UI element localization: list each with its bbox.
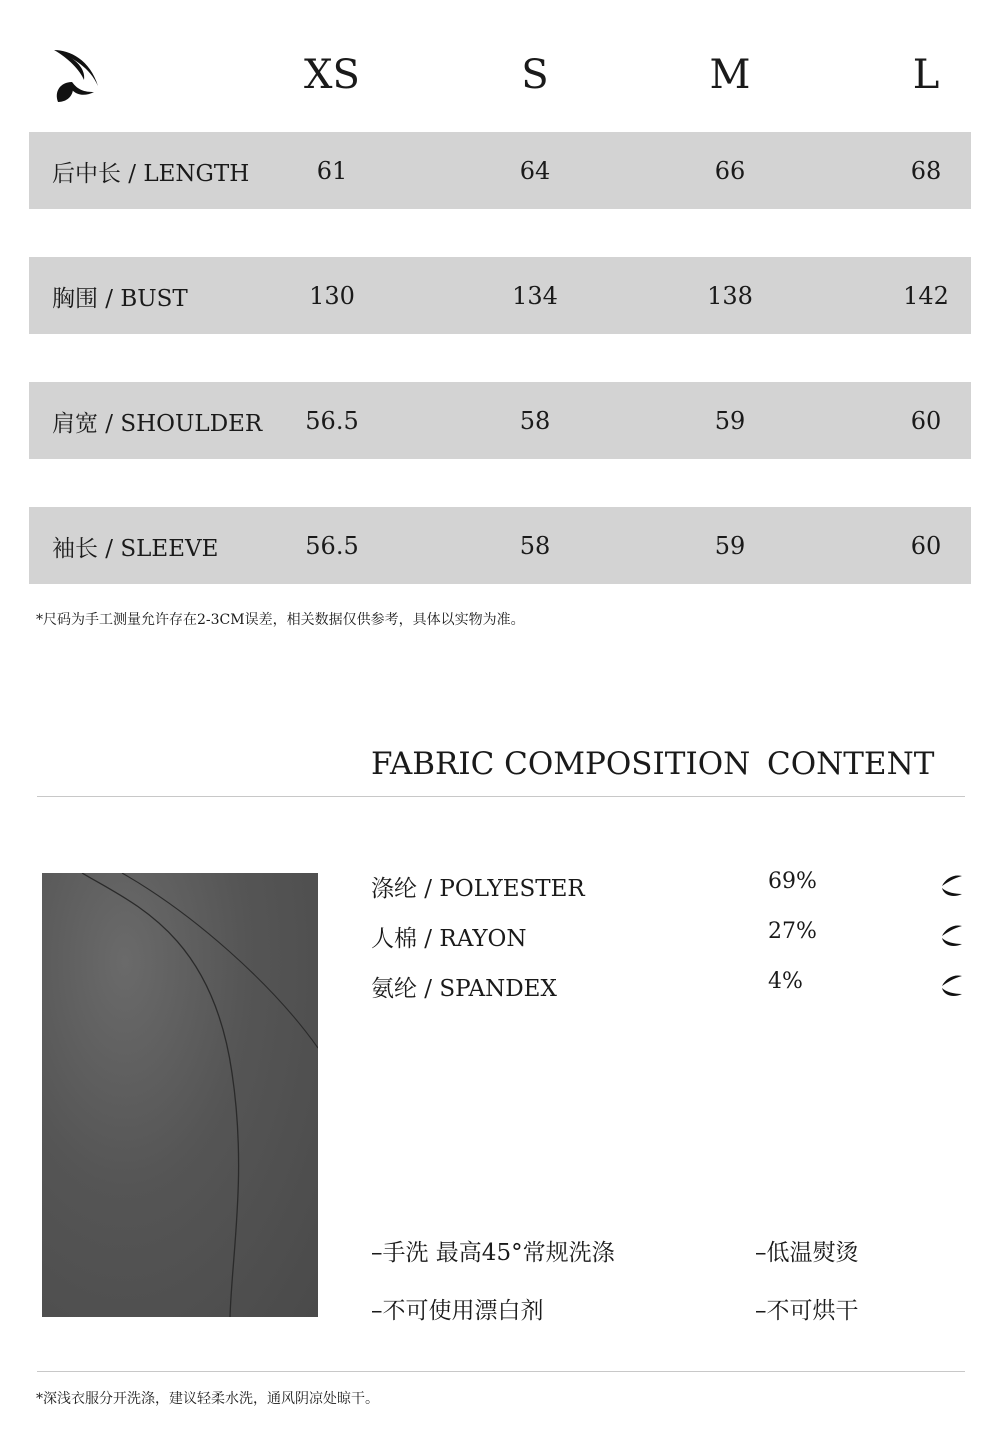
leaf-icon bbox=[938, 972, 966, 1000]
content-header: CONTENT bbox=[767, 746, 935, 782]
measurement-row-length bbox=[29, 132, 971, 209]
row-value-m: 59 bbox=[714, 407, 746, 435]
fabric-percent-spandex: 4% bbox=[768, 969, 803, 994]
leaf-icon bbox=[938, 922, 966, 950]
size-header-m: M bbox=[709, 52, 751, 98]
row-value-s: 134 bbox=[512, 282, 558, 310]
row-value-m: 66 bbox=[714, 157, 746, 185]
fabric-name-rayon: 人棉 / RAYON bbox=[371, 926, 527, 952]
size-note: *尺码为手工测量允许存在2-3CM误差，相关数据仅供参考，具体以实物为准。 bbox=[36, 612, 525, 628]
divider bbox=[37, 796, 965, 797]
size-header-xs: XS bbox=[304, 52, 360, 98]
leaf-icon bbox=[938, 872, 966, 900]
row-value-xs: 56.5 bbox=[305, 532, 359, 560]
fabric-name-spandex: 氨纶 / SPANDEX bbox=[371, 976, 557, 1002]
care-no-tumble-dry: –不可烘干 bbox=[755, 1298, 859, 1324]
measurement-row-bust bbox=[29, 257, 971, 334]
row-value-m: 59 bbox=[714, 532, 746, 560]
size-header-s: S bbox=[521, 52, 549, 98]
fabric-name-polyester: 涤纶 / POLYESTER bbox=[371, 876, 585, 902]
fabric-percent-rayon: 27% bbox=[768, 919, 817, 944]
row-label: 胸围 / BUST bbox=[52, 286, 188, 312]
care-low-iron: –低温熨烫 bbox=[755, 1240, 859, 1266]
measurement-row-sleeve bbox=[29, 507, 971, 584]
fabric-percent-polyester: 69% bbox=[768, 869, 817, 894]
care-hand-wash: –手洗 最高45°常规洗涤 bbox=[371, 1240, 615, 1266]
wash-note: *深浅衣服分开洗涤，建议轻柔水洗，通风阴凉处晾干。 bbox=[36, 1391, 379, 1407]
row-label: 后中长 / LENGTH bbox=[52, 161, 250, 187]
brand-logo-icon bbox=[50, 46, 102, 106]
row-value-xs: 130 bbox=[309, 282, 355, 310]
row-value-l: 60 bbox=[910, 407, 942, 435]
size-header-l: L bbox=[912, 52, 940, 98]
measurement-row-shoulder bbox=[29, 382, 971, 459]
row-value-s: 58 bbox=[519, 532, 551, 560]
row-value-s: 64 bbox=[519, 157, 551, 185]
divider bbox=[37, 1371, 965, 1372]
row-value-m: 138 bbox=[707, 282, 753, 310]
fabric-swatch-image bbox=[42, 873, 318, 1317]
row-value-l: 68 bbox=[910, 157, 942, 185]
care-no-bleach: –不可使用漂白剂 bbox=[371, 1298, 544, 1324]
row-value-l: 60 bbox=[910, 532, 942, 560]
row-value-xs: 56.5 bbox=[305, 407, 359, 435]
row-value-l: 142 bbox=[903, 282, 949, 310]
fabric-composition-header: FABRIC COMPOSITION bbox=[371, 746, 751, 782]
row-value-s: 58 bbox=[519, 407, 551, 435]
row-label: 袖长 / SLEEVE bbox=[52, 536, 219, 562]
row-label: 肩宽 / SHOULDER bbox=[52, 411, 263, 437]
row-value-xs: 61 bbox=[316, 157, 348, 185]
